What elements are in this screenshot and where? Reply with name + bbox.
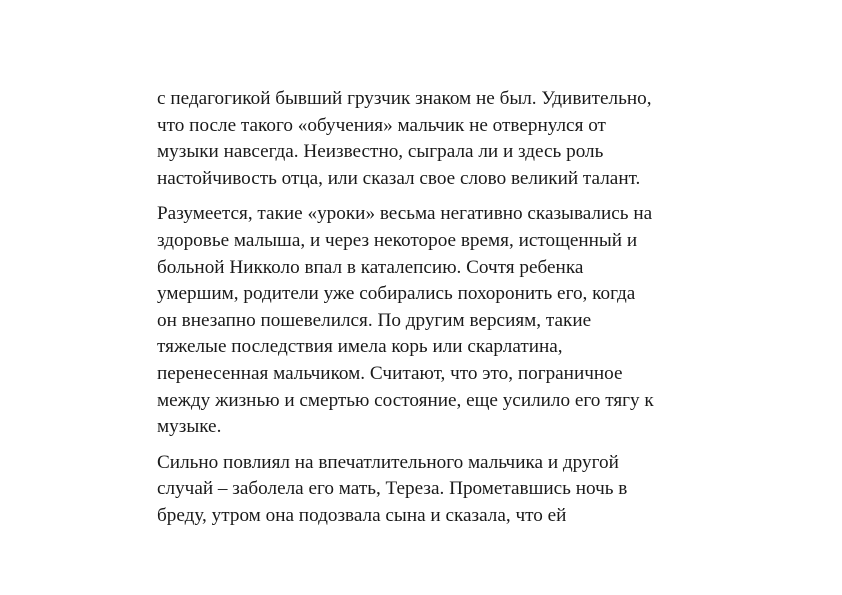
text-line: музыке.	[157, 416, 222, 438]
paragraph-1	[157, 86, 732, 192]
text-line: Сильно повлиял на впечатлительного мальчика и другой	[157, 451, 619, 473]
text-line: умершим, родители уже собирались похоронить его, когда	[157, 283, 636, 305]
text-line: тяжелые последствия имела корь или скарлатина,	[157, 336, 563, 358]
text-line: перенесенная мальчиком. Считают, что это, пограничное	[157, 362, 623, 384]
body-text	[157, 86, 732, 530]
text-line: музыки навсегда. Неизвестно, сыграла ли и здесь роль	[157, 141, 604, 163]
text-line: здоровье малыша, и через некоторое время, истощенный и	[157, 229, 638, 251]
text-line: между жизнью и смертью состояние, еще усилило его тягу к	[157, 389, 654, 411]
text-line: больной Никколо впал в каталепсию. Сочтя ребенка	[157, 256, 584, 278]
paragraph-3	[157, 450, 732, 530]
text-line: с педагогикой бывший грузчик знаком не был. Удивительно,	[157, 88, 652, 109]
paragraph-2	[157, 201, 732, 440]
text-line: что после такого «обучения» мальчик не отвернулся от	[157, 114, 606, 136]
text-line: Разумеется, такие «уроки» весьма негативно сказывались на	[157, 203, 653, 225]
text-line: настойчивость отца, или сказал свое слово великий талант.	[157, 167, 641, 189]
text-line: случай – заболела его мать, Тереза. Прометавшись ночь в	[157, 478, 628, 500]
text-line: он внезапно пошевелился. По другим версиям, такие	[157, 309, 592, 331]
text-line: бреду, утром она подозвала сына и сказала, что ей	[157, 504, 567, 526]
